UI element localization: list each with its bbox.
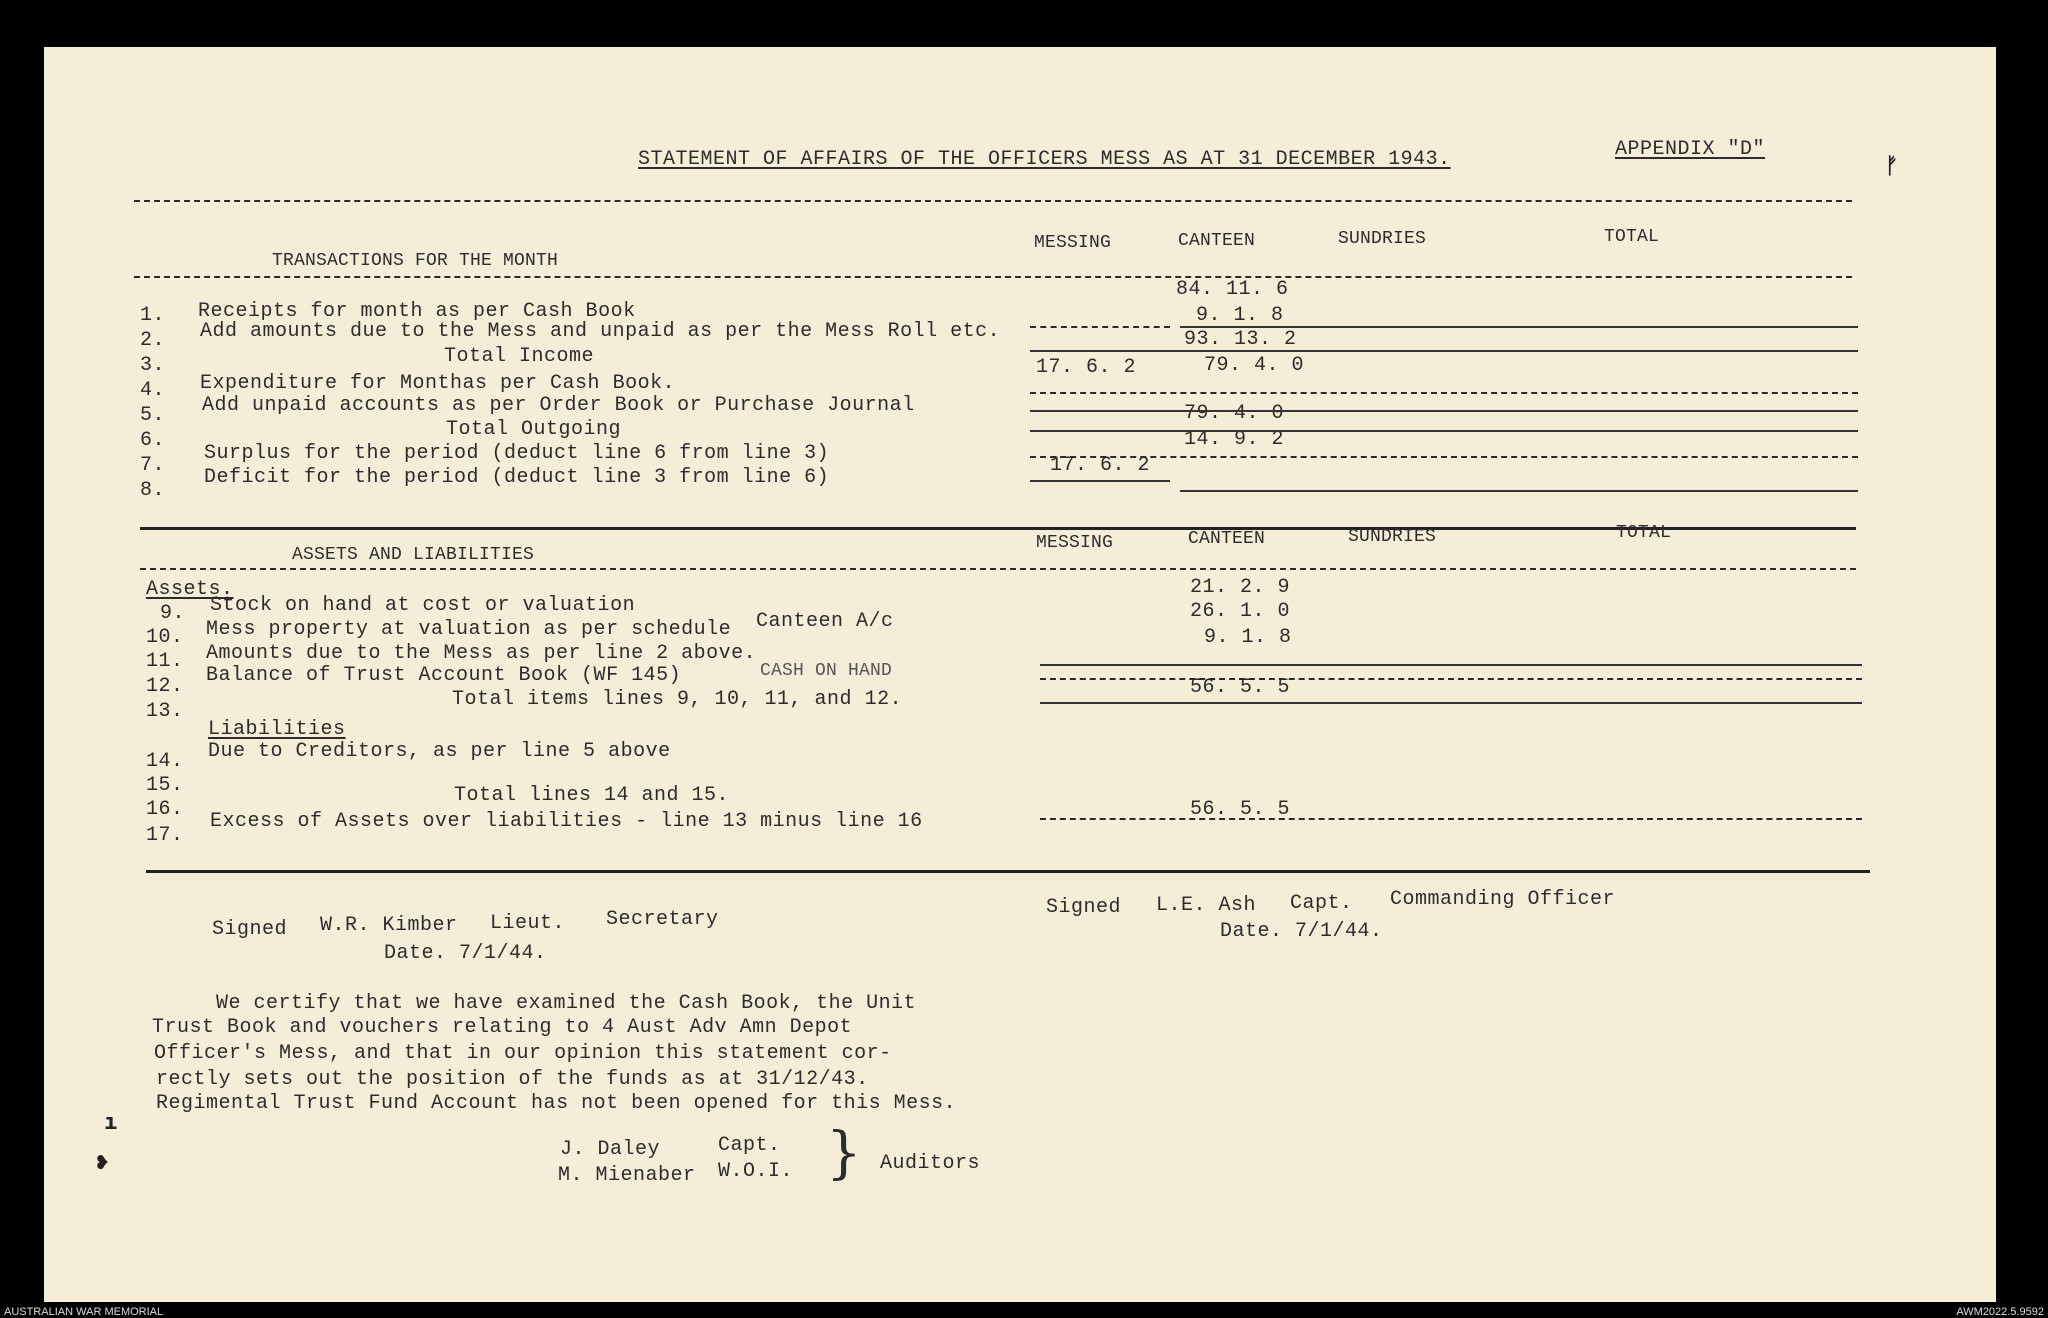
- value-rule: [1040, 702, 1862, 704]
- line-number: 11.: [146, 650, 184, 673]
- line-text: Expenditure for Monthas per Cash Book.: [200, 372, 676, 395]
- canteen-value: 26. 1. 0: [1190, 600, 1291, 623]
- canteen-value: 9. 1. 8: [1196, 304, 1284, 327]
- line-number: 15.: [146, 774, 184, 797]
- col-sundries: SUNDRIES: [1338, 229, 1427, 249]
- signed-label: Signed: [1046, 896, 1122, 919]
- canteen-value: 79. 4. 0: [1184, 402, 1285, 425]
- certification-line: Trust Book and vouchers relating to 4 Aust Adv Amn Depot: [152, 1016, 853, 1039]
- divider-rule: [140, 568, 1856, 570]
- auditor-name: M. Mienaber: [558, 1164, 696, 1187]
- value-rule: [1030, 350, 1858, 352]
- certification-line: We certify that we have examined the Cash Book, the Unit: [216, 992, 917, 1015]
- line-number: 12.: [146, 675, 184, 698]
- line-text: Total lines 14 and 15.: [454, 784, 730, 807]
- divider-rule: [134, 200, 1852, 202]
- secretary-name: W.R. Kimber: [320, 914, 458, 937]
- line-number: 10.: [146, 626, 184, 649]
- line-text: Total items lines 9, 10, 11, and 12.: [452, 688, 903, 711]
- canteen-value: 56. 5. 5: [1190, 676, 1291, 699]
- co-date: Date. 7/1/44.: [1220, 920, 1383, 943]
- canteen-value: 79. 4. 0: [1204, 354, 1305, 377]
- canteen-value: 93. 13. 2: [1184, 328, 1297, 351]
- value-rule: [1040, 664, 1862, 666]
- line-number: 13.: [146, 700, 184, 723]
- canteen-value: 14. 9. 2: [1184, 428, 1285, 451]
- appendix-label: APPENDIX "D": [1615, 138, 1766, 161]
- col-sundries: SUNDRIES: [1348, 527, 1437, 547]
- signed-label: Signed: [212, 918, 288, 941]
- line-number: 7.: [140, 454, 166, 477]
- line-number: 3.: [140, 354, 166, 377]
- line-number: 8.: [140, 479, 166, 502]
- auditors-brace: }: [826, 1121, 862, 1186]
- line-text: Total Outgoing: [446, 418, 622, 441]
- auditor-rank: Capt.: [718, 1134, 781, 1157]
- value-rule: [1030, 410, 1858, 412]
- footer-archive-label: AUSTRALIAN WAR MEMORIAL: [4, 1306, 164, 1318]
- assets-label: Assets.: [146, 578, 234, 601]
- line-number: 6.: [140, 429, 166, 452]
- canteen-value: 21. 2. 9: [1190, 576, 1291, 599]
- messing-value: 17. 6. 2: [1050, 454, 1151, 477]
- line-text: Due to Creditors, as per line 5 above: [208, 740, 671, 763]
- value-rule: [1180, 490, 1858, 492]
- certification-line: Officer's Mess, and that in our opinion this statement cor-: [154, 1042, 892, 1065]
- line-number: 9.: [160, 602, 186, 625]
- canteen-value: 56. 5. 5: [1190, 798, 1291, 821]
- col-total: TOTAL: [1604, 227, 1660, 247]
- line-number: 4.: [140, 379, 166, 402]
- liabilities-label: Liabilities: [208, 718, 346, 741]
- line-number: 14.: [146, 750, 184, 773]
- margin-mark: ❥: [96, 1150, 110, 1175]
- messing-value: 17. 6. 2: [1036, 356, 1137, 379]
- line-text: Mess property at valuation as per schedule: [206, 618, 732, 641]
- line-text: Total Income: [444, 345, 595, 368]
- col-messing: MESSING: [1034, 233, 1112, 253]
- value-rule: [1030, 430, 1858, 432]
- document-title: STATEMENT OF AFFAIRS OF THE OFFICERS MESS AS AT 31 DECEMBER 1943.: [638, 148, 1451, 171]
- secretary-date: Date. 7/1/44.: [384, 942, 547, 965]
- line-text: Add amounts due to the Mess and unpaid as per the Mess Roll etc.: [200, 320, 1001, 343]
- secretary-rank: Lieut.: [490, 912, 566, 935]
- auditor-rank: W.O.I.: [718, 1160, 794, 1183]
- col-messing: MESSING: [1036, 533, 1114, 553]
- section-divider: [146, 870, 1870, 873]
- certification-line: rectly sets out the position of the funds as at 31/12/43.: [156, 1068, 869, 1091]
- section-divider: [140, 527, 1856, 530]
- co-rank: Capt.: [1290, 892, 1353, 915]
- margin-mark: ᚠ: [1885, 154, 1899, 179]
- canteen-value: 84. 11. 6: [1176, 278, 1289, 301]
- col-canteen: CANTEEN: [1178, 231, 1256, 251]
- co-role: Commanding Officer: [1390, 888, 1616, 911]
- line-text: Balance of Trust Account Book (WF 145): [206, 664, 682, 687]
- value-rule: [1030, 326, 1170, 328]
- auditors-label: Auditors: [880, 1152, 981, 1175]
- co-name: L.E. Ash: [1156, 894, 1257, 917]
- value-rule: [1030, 480, 1170, 482]
- auditor-name: J. Daley: [560, 1138, 661, 1161]
- line-text: Stock on hand at cost or valuation: [210, 594, 636, 617]
- cash-on-hand-note: CASH ON HAND: [760, 661, 893, 681]
- line-text: Deficit for the period (deduct line 3 from line 6): [204, 466, 830, 489]
- value-rule: [1040, 678, 1862, 680]
- value-rule: [1030, 392, 1858, 394]
- line-text: Receipts for month as per Cash Book: [198, 300, 636, 323]
- col-total: TOTAL: [1616, 523, 1672, 543]
- line-number: 17.: [146, 824, 184, 847]
- secretary-role: Secretary: [606, 908, 719, 931]
- footer-reference: AWM2022.5.9592: [1956, 1306, 2044, 1318]
- line-text: Amounts due to the Mess as per line 2 above.: [206, 642, 757, 665]
- canteen-value: 9. 1. 8: [1204, 626, 1292, 649]
- canteen-account-note: Canteen A/c: [756, 610, 894, 633]
- value-rule: [1030, 456, 1858, 458]
- transactions-heading: TRANSACTIONS FOR THE MONTH: [272, 251, 559, 271]
- line-number: 5.: [140, 404, 166, 427]
- line-number: 2.: [140, 329, 166, 352]
- value-rule: [1040, 818, 1862, 820]
- assets-heading: ASSETS AND LIABILITIES: [292, 545, 535, 565]
- line-text: Surplus for the period (deduct line 6 from line 3): [204, 442, 830, 465]
- line-text: Excess of Assets over liabilities - line 13 minus line 16: [210, 810, 923, 833]
- line-number: 1.: [140, 304, 166, 327]
- margin-mark: ı: [104, 1110, 118, 1135]
- line-text: Add unpaid accounts as per Order Book or Purchase Journal: [202, 394, 915, 417]
- certification-line: Regimental Trust Fund Account has not been opened for this Mess.: [156, 1092, 957, 1115]
- divider-rule: [134, 276, 1852, 278]
- line-number: 16.: [146, 798, 184, 821]
- value-rule: [1180, 326, 1858, 328]
- col-canteen: CANTEEN: [1188, 529, 1266, 549]
